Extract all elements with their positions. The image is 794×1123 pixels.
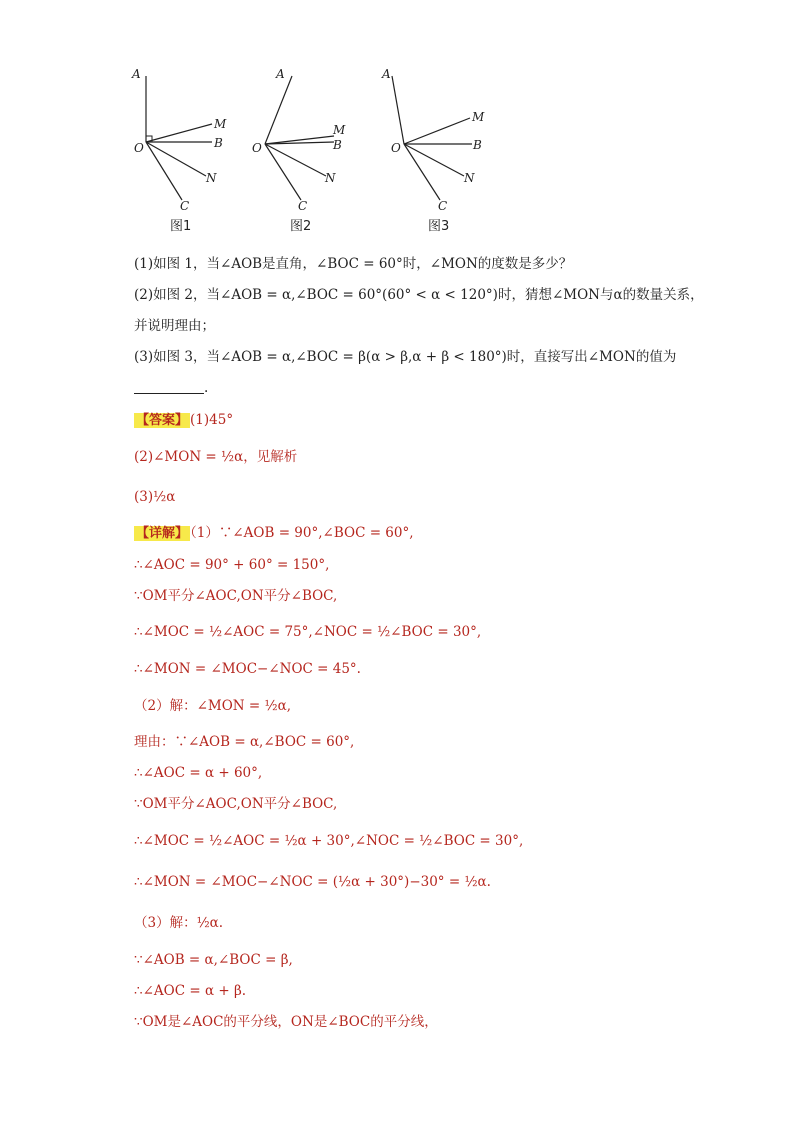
fig2-label-m: M <box>333 123 346 137</box>
detail-line-7: 理由：∵∠AOB = α,∠BOC = 60°, <box>134 734 355 750</box>
fig3-label-c: C <box>438 199 448 213</box>
detail-line-2: ∴∠AOC = 90° + 60° = 150°, <box>134 557 330 573</box>
question-2: (2)如图 2，当∠AOB = α,∠BOC = 60°(60° < α < 120°)时，猜想∠MON与α的数量关系， <box>134 287 704 303</box>
detail-line-4: ∴∠MOC = ½∠AOC = 75°,∠NOC = ½∠BOC = 30°, <box>134 624 482 640</box>
fig1-caption: 图1 <box>170 219 192 234</box>
fig2-label-a: A <box>276 67 285 81</box>
fig3-caption: 图3 <box>428 219 450 234</box>
fig2-label-n: N <box>325 171 336 185</box>
detail-line-6: （2）解：∠MON = ½α, <box>134 698 291 714</box>
detail-line-11: ∴∠MON = ∠MOC−∠NOC = (½α + 30°)−30° = ½α. <box>134 874 491 890</box>
figure-3 <box>392 76 472 200</box>
detail-line-12: （3）解：½α. <box>134 915 224 931</box>
fig1-label-n: N <box>206 171 217 185</box>
detail-line-1 <box>134 523 414 544</box>
fig1-label-b: B <box>214 136 223 150</box>
fig3-label-m: M <box>472 110 485 124</box>
question-3-blank-line <box>134 378 208 398</box>
fig1-label-o: O <box>134 141 144 155</box>
answer-2 <box>134 447 297 467</box>
answer-tag: 【答案】 <box>136 413 189 428</box>
answer-3-pre: (3) <box>134 489 154 505</box>
question-3: (3)如图 3，当∠AOB = α,∠BOC = β(α > β,α + β < 180°)时，直接写出∠MON的值为 <box>134 349 677 365</box>
answer-1 <box>134 410 233 431</box>
answer-2-post: α，见解析 <box>234 449 298 465</box>
answer-1-text: (1)45° <box>190 412 234 428</box>
detail-line-3: ∵OM平分∠AOC,ON平分∠BOC, <box>134 588 338 604</box>
detail-tag: 【详解】 <box>136 526 189 541</box>
detail-line-8: ∴∠AOC = α + 60°, <box>134 765 263 781</box>
detail-line-13: ∵∠AOB = α,∠BOC = β, <box>134 952 293 968</box>
question-2-cont: 并说明理由； <box>134 318 215 334</box>
question-3-end: . <box>204 380 209 396</box>
fig1-label-m: M <box>214 117 227 131</box>
figure-1 <box>146 76 212 200</box>
figures <box>110 58 530 248</box>
answer-2-pre: (2)∠MON = <box>134 449 222 465</box>
angle-figures-svg <box>110 58 530 248</box>
fig3-label-b: B <box>473 138 482 152</box>
detail-line-15: ∵OM是∠AOC的平分线，ON是∠BOC的平分线， <box>134 1014 438 1030</box>
detail-line-14: ∴∠AOC = α + β. <box>134 983 247 999</box>
figure-2 <box>265 76 334 200</box>
fig1-label-c: C <box>180 199 190 213</box>
fig2-label-b: B <box>333 138 342 152</box>
answer-3 <box>134 487 175 507</box>
detail-line-10: ∴∠MOC = ½∠AOC = ½α + 30°,∠NOC = ½∠BOC = 30°, <box>134 833 524 849</box>
fig2-label-c: C <box>298 199 308 213</box>
fig3-label-o: O <box>391 141 401 155</box>
answer-blank <box>134 379 204 394</box>
question-1: (1)如图 1，当∠AOB是直角，∠BOC = 60°时，∠MON的度数是多少？ <box>134 256 573 272</box>
detail-text-1: （1）∵∠AOB = 90°,∠BOC = 60°, <box>190 525 414 541</box>
detail-line-9: ∵OM平分∠AOC,ON平分∠BOC, <box>134 796 338 812</box>
detail-line-5: ∴∠MON = ∠MOC−∠NOC = 45°. <box>134 661 361 677</box>
fig1-label-a: A <box>132 67 141 81</box>
fig2-caption: 图2 <box>290 219 312 234</box>
fig3-label-a: A <box>382 67 391 81</box>
answer-3-post: α <box>166 489 176 505</box>
answer-3-frac: ½ <box>153 489 167 505</box>
answer-2-frac: ½ <box>221 449 235 465</box>
fig2-label-o: O <box>252 141 262 155</box>
fig3-label-n: N <box>464 171 475 185</box>
